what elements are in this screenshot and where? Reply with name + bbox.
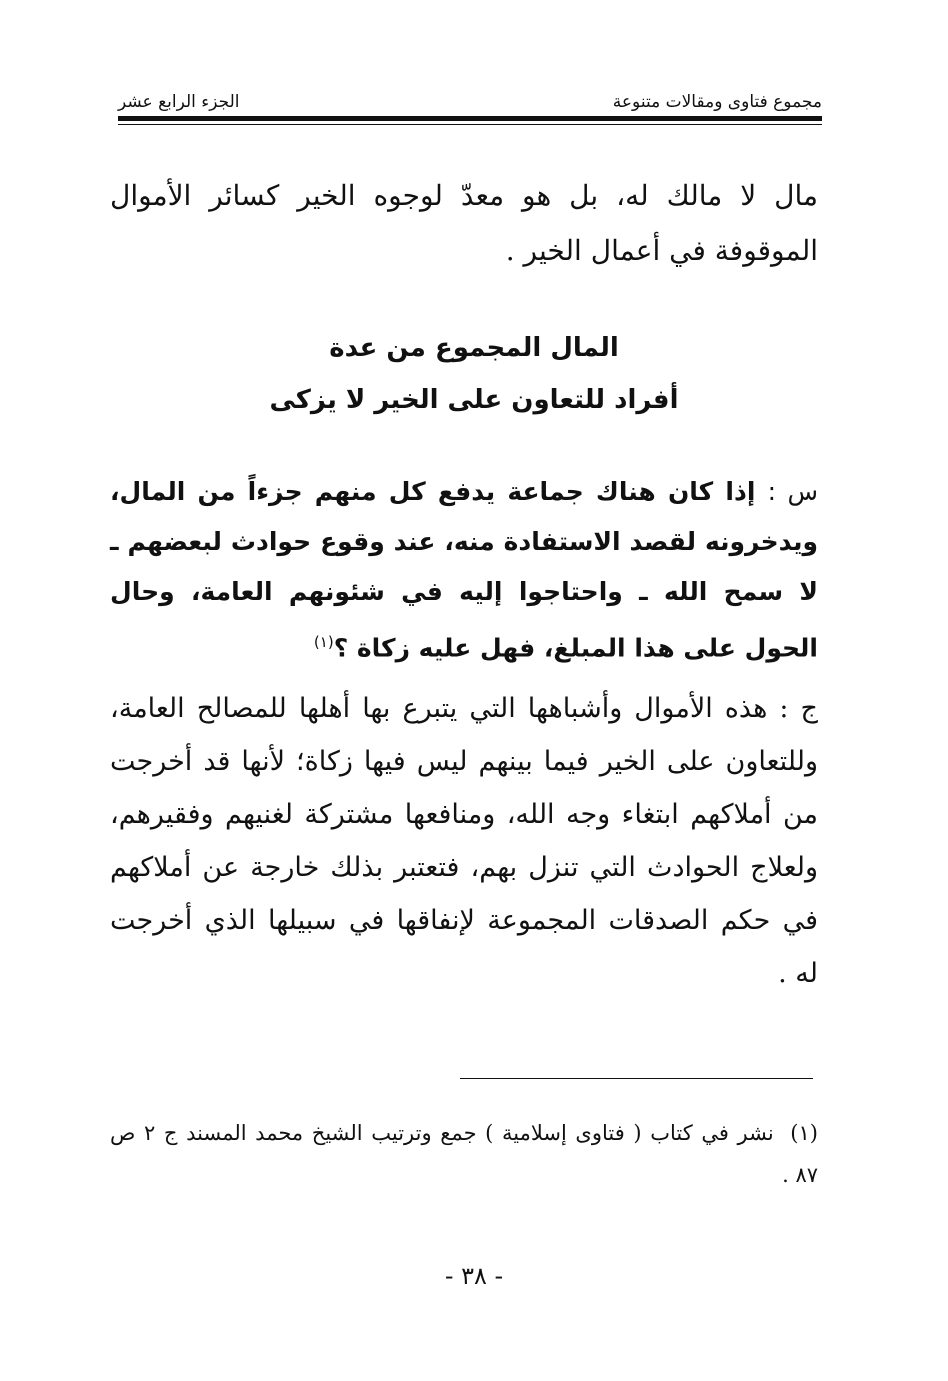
footnote-number: (١) — [790, 1121, 818, 1145]
section-heading — [150, 322, 798, 426]
header-rule-thin — [118, 124, 822, 125]
page-number: - ٣٨ - — [444, 1262, 504, 1290]
answer-text: هذه الأموال وأشباهها التي يتبرع بها أهلها للمصالح العامة، وللتعاون على الخير فيما بينهم ليس فيها زكاة؛ لأنها قد أخرجت من أملاكهم ابتغاء وجه الله، ومنافعها مشتركة لغنيهم وفقيرهم، ولعلاج الحوادث التي تنزل بهم، فتعتبر بذلك خارجة عن أملاكهم في حكم الصدقات المجموعة لإنفاقها في سبيلها الذي أخرجت له . — [110, 693, 818, 989]
question-marker: س : — [767, 477, 818, 506]
footnote-text: نشر في كتاب ( فتاوى إسلامية ) جمع وترتيب الشيخ محمد المسند ج ٢ ص ٨٧ . — [110, 1121, 818, 1187]
question-paragraph — [110, 467, 818, 673]
footnote-reference[interactable]: (١) — [313, 633, 334, 651]
running-header — [118, 86, 822, 112]
section-heading-line-1: المال المجموع من عدة — [329, 333, 619, 363]
volume-label: الجزء الرابع عشر — [118, 92, 240, 112]
section-heading-line-2: أفراد للتعاون على الخير لا يزكى — [269, 385, 679, 415]
question-text: إذا كان هناك جماعة يدفع كل منهم جزءاً من المال، ويدخرونه لقصد الاستفادة منه، عند وقوع حوادث لبعضهم ـ لا سمح الله ـ واحتاجوا إليه في شئونهم العامة، وحال الحول على هذا المبلغ، فهل عليه زكاة ؟ — [110, 477, 818, 663]
book-title: مجموع فتاوى ومقالات متنوعة — [612, 92, 822, 112]
footnote — [110, 1112, 818, 1196]
header-rule-thick — [118, 116, 822, 121]
footnote-separator — [460, 1078, 813, 1079]
answer-marker: ج : — [779, 693, 818, 724]
intro-paragraph: مال لا مالك له، بل هو معدّ لوجوه الخير كسائر الأموال الموقوفة في أعمال الخير . — [110, 179, 818, 267]
answer-paragraph — [110, 682, 818, 1000]
